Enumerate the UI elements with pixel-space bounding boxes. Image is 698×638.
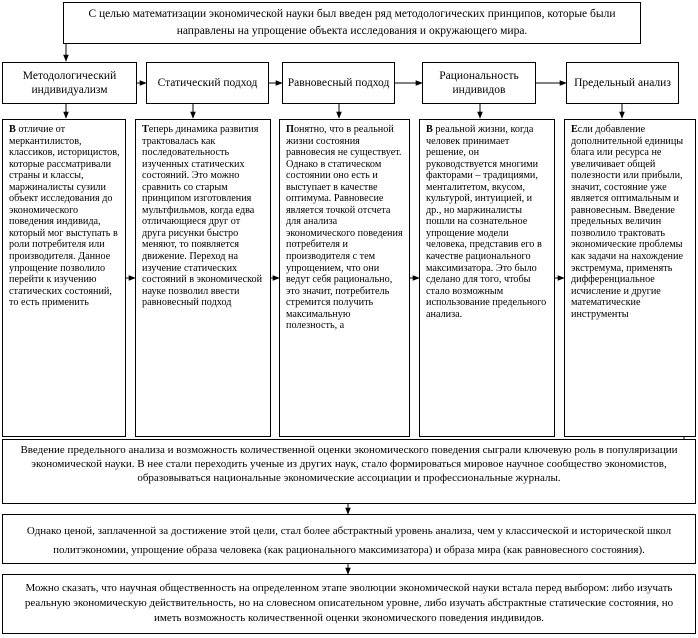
column-marginal-text: сли добавление дополнительной единицы блага или ресурса не увеличивает общей полезности или прибыли, значит, состояние уже является оптимальным и равновесным. Введение предельных величин позволило трактовать экономические проблемы как задачи на нахождение экстремума, применять дифференциальное исчисление и другие математические инструменты — [571, 124, 684, 320]
column-rationality-text: реальной жизни, когда человек принимает решение, он руководствуется многими факторами – традициями, менталитетом, вкусом, культурой, интуицией, и др., но маржиналисты пошли на сознательное упрощение модели человека, представив его в качестве рационального максимизатора. Это было сделано для того, чтобы стало возможным использование предельного анализа. — [426, 124, 547, 320]
column-equilibrium-text: онятно, что в реальной жизни состояния равновесия не существует. Однако в статическом состоянии оно есть и выступает в качестве оптимума. Равновесие является точкой отсчета для анализа экономического поведения потребителя и производителя с тем упрощением, что они ведут себя рационально, это значит, потребитель стремится получить максимальную полезность, а — [286, 124, 403, 332]
column-marginal — [564, 119, 696, 437]
column-static-initial: Т — [142, 124, 149, 135]
column-static — [135, 119, 271, 437]
header-marginal-label: Предельный анализ — [574, 77, 671, 89]
intro-text: С целью математизации экономической науки был введен ряд методологических принципов, которые были направлены на упрощение объекта исследования и окружающего мира. — [88, 8, 616, 37]
header-equilibrium — [282, 62, 395, 104]
header-static-label: Статический подход — [157, 77, 258, 89]
header-equilibrium-label: Равновесный подход — [287, 77, 390, 89]
header-static — [146, 62, 269, 104]
summary-box-2 — [2, 514, 696, 564]
header-individualism — [2, 62, 137, 104]
column-equilibrium-initial: П — [286, 124, 294, 135]
header-marginal — [566, 62, 679, 104]
header-individualism-label: Методологический индивидуализм — [22, 70, 117, 96]
intro-box — [63, 2, 641, 44]
summary-text-3: Можно сказать, что научная общественность на определенном этапе эволюции экономической науки встала перед выбором: либо изучать реальную экономическую действительность, но на словесном описательном уровне, либо изучать абстрактные статические состояния, но иметь возможность количественной оценки экономического поведения индивидов. — [24, 582, 674, 624]
summary-box-1 — [2, 439, 696, 504]
column-rationality — [419, 119, 555, 437]
header-rationality-label: Рациональность индивидов — [439, 70, 519, 96]
column-individualism-initial: В — [9, 124, 16, 135]
column-individualism — [2, 119, 126, 437]
column-static-text: еперь динамика развития трактовалась как последовательность изученных статических состояний. Это можно сравнить со старым принципом изготовления мультфильмов, когда едва отличающиеся друг от друга рисунки быстро меняют, то появляется движение. Переход на изучение статических состояний в экономической науке позволил ввести равновесный подход — [142, 124, 263, 309]
summary-box-3 — [2, 574, 696, 634]
column-rationality-initial: В — [426, 124, 433, 135]
summary-text-2: Однако ценой, заплаченной за достижение этой цели, стал более абстрактный уровень анализа, чем у классической и исторической школ политэкономии, упрощение образа человека (как рационального максимизатора) и образа мира (как равновесного состояния). — [26, 525, 672, 556]
column-individualism-text: отличие от меркантилистов, классиков, историцистов, которые рассматривали страны и классы, маржиналисты сузили объект исследования до экономического поведения индивида, который мог выступать в роли потребителя или производителя. Данное упрощение позволило перейти к изучению статических состояний, то есть применить — [9, 124, 120, 309]
header-rationality — [422, 62, 536, 104]
summary-text-1: Введение предельного анализа и возможность количественной оценки экономического поведения сыграли ключевую роль в популяризации экономической науки. В нее стали переходить ученые из других наук, стало формироваться мировое научное сообщество экономистов, образовываться национальные экономические ассоциации и профессиональные журналы. — [20, 444, 678, 484]
column-equilibrium — [279, 119, 410, 437]
column-marginal-initial: Е — [571, 124, 578, 135]
